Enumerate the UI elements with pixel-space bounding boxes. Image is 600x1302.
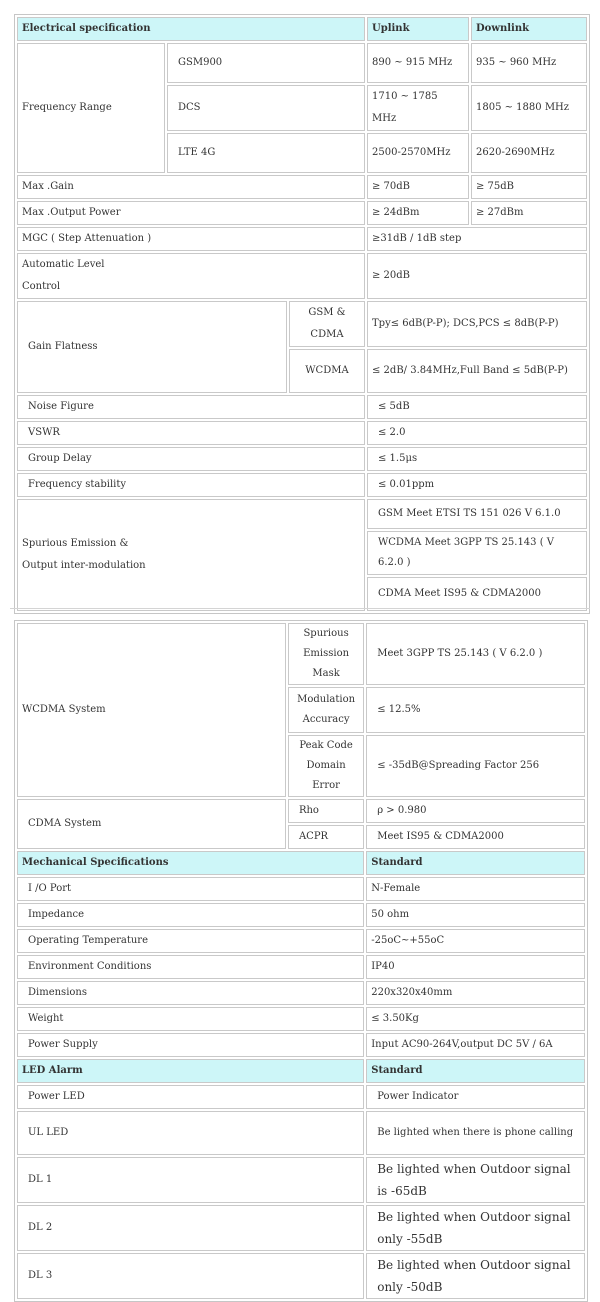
- max-output-power-label: Max .Output Power: [17, 201, 365, 225]
- mechanical-header: Mechanical Specifications: [17, 851, 364, 875]
- flatness-value: Tpy≤ 6dB(P-P); DCS,PCS ≤ 8dB(P-P): [367, 301, 587, 347]
- max-gain-downlink: ≥ 75dB: [471, 175, 587, 199]
- max-gain-uplink: ≥ 70dB: [367, 175, 469, 199]
- alc-label-line2: Control: [22, 281, 61, 292]
- mech-row-value: -25oC~+55oC: [366, 929, 585, 953]
- band-uplink: 890 ~ 915 MHz: [367, 43, 469, 83]
- mech-row-value: IP40: [366, 955, 585, 979]
- wcdma-param-value: ≤ -35dB@Spreading Factor 256: [366, 735, 585, 797]
- led-standard-header: Standard: [366, 1059, 585, 1083]
- max-output-power-downlink: ≥ 27dBm: [471, 201, 587, 225]
- led-row-value: Be lighted when Outdoor signal is -65dB: [366, 1157, 585, 1203]
- wcdma-system-label: WCDMA System: [17, 623, 286, 797]
- cdma-param-name: ACPR: [288, 825, 364, 849]
- band-name: GSM900: [167, 43, 365, 83]
- downlink-header: Downlink: [471, 17, 587, 41]
- led-row-label: DL 3: [17, 1253, 364, 1299]
- led-row-label: Power LED: [17, 1085, 364, 1109]
- mgc-label: MGC ( Step Attenuation ): [17, 227, 365, 251]
- frequency-range-label: Frequency Range: [17, 43, 165, 173]
- band-name: DCS: [167, 85, 365, 131]
- cdma-param-value: Meet IS95 & CDMA2000: [366, 825, 585, 849]
- alc-label: [17, 253, 365, 299]
- mech-row-label: Impedance: [17, 903, 364, 927]
- frequency-stability-value: ≤ 0.01ppm: [367, 473, 587, 497]
- wcdma-param-value: Meet 3GPP TS 25.143 ( V 6.2.0 ): [366, 623, 585, 685]
- spurious-standard: CDMA Meet IS95 & CDMA2000: [367, 577, 587, 611]
- band-uplink: 1710 ~ 1785 MHz: [367, 85, 469, 131]
- max-output-power-uplink: ≥ 24dBm: [367, 201, 469, 225]
- mech-row-value: ≤ 3.50Kg: [366, 1007, 585, 1031]
- band-name: LTE 4G: [167, 133, 365, 173]
- wcdma-param-name: Peak Code Domain Error: [288, 735, 364, 797]
- flatness-band-name: GSM & CDMA: [289, 301, 365, 347]
- led-row-label: DL 2: [17, 1205, 364, 1251]
- led-row-value: Be lighted when Outdoor signal only -50dB: [366, 1253, 585, 1299]
- band-downlink: 935 ~ 960 MHz: [471, 43, 587, 83]
- mech-row-label: Environment Conditions: [17, 955, 364, 979]
- mech-row-value: Input AC90-264V,output DC 5V / 6A: [366, 1033, 585, 1057]
- max-gain-label: Max .Gain: [17, 175, 365, 199]
- mech-row-label: I /O Port: [17, 877, 364, 901]
- flatness-band-name: WCDMA: [289, 349, 365, 393]
- system-mechanical-led-table: [14, 620, 588, 1302]
- group-delay-label: Group Delay: [17, 447, 365, 471]
- mech-row-label: Dimensions: [17, 981, 364, 1005]
- gain-flatness-label: Gain Flatness: [17, 301, 287, 393]
- noise-figure-label: Noise Figure: [17, 395, 365, 419]
- cdma-param-value: ρ > 0.980: [366, 799, 585, 823]
- mech-row-value: N-Female: [366, 877, 585, 901]
- wcdma-param-value: ≤ 12.5%: [366, 687, 585, 733]
- noise-figure-value: ≤ 5dB: [367, 395, 587, 419]
- mechanical-standard-header: Standard: [366, 851, 585, 875]
- mgc-value: ≥31dB / 1dB step: [367, 227, 587, 251]
- led-alarm-header: LED Alarm: [17, 1059, 364, 1083]
- electrical-header: Electrical specification: [17, 17, 365, 41]
- mech-row-label: Power Supply: [17, 1033, 364, 1057]
- mech-row-label: Operating Temperature: [17, 929, 364, 953]
- alc-label-line1: Automatic Level: [22, 259, 105, 270]
- cdma-system-label: CDMA System: [17, 799, 286, 849]
- band-downlink: 2620-2690MHz: [471, 133, 587, 173]
- spurious-label-line1: Spurious Emission &: [22, 538, 129, 549]
- spurious-emission-label: [17, 499, 365, 611]
- wcdma-param-name: Spurious Emission Mask: [288, 623, 364, 685]
- spurious-standard: WCDMA Meet 3GPP TS 25.143 ( V 6.2.0 ): [367, 531, 587, 575]
- page-divider: [10, 608, 590, 609]
- led-row-value: Be lighted when Outdoor signal only -55dB: [366, 1205, 585, 1251]
- mech-row-label: Weight: [17, 1007, 364, 1031]
- group-delay-value: ≤ 1.5μs: [367, 447, 587, 471]
- led-row-label: UL LED: [17, 1111, 364, 1155]
- vswr-label: VSWR: [17, 421, 365, 445]
- uplink-header: Uplink: [367, 17, 469, 41]
- led-row-value: Power Indicator: [366, 1085, 585, 1109]
- spurious-label-line2: Output inter-modulation: [22, 560, 146, 571]
- alc-value: ≥ 20dB: [367, 253, 587, 299]
- mech-row-value: 220x320x40mm: [366, 981, 585, 1005]
- flatness-value: ≤ 2dB/ 3.84MHz,Full Band ≤ 5dB(P-P): [367, 349, 587, 393]
- vswr-value: ≤ 2.0: [367, 421, 587, 445]
- mech-row-value: 50 ohm: [366, 903, 585, 927]
- frequency-stability-label: Frequency stability: [17, 473, 365, 497]
- band-uplink: 2500-2570MHz: [367, 133, 469, 173]
- band-downlink: 1805 ~ 1880 MHz: [471, 85, 587, 131]
- cdma-param-name: Rho: [288, 799, 364, 823]
- wcdma-param-name: Modulation Accuracy: [288, 687, 364, 733]
- led-row-value: Be lighted when there is phone calling: [366, 1111, 585, 1155]
- electrical-spec-table: [14, 14, 590, 614]
- led-row-label: DL 1: [17, 1157, 364, 1203]
- spurious-standard: GSM Meet ETSI TS 151 026 V 6.1.0: [367, 499, 587, 529]
